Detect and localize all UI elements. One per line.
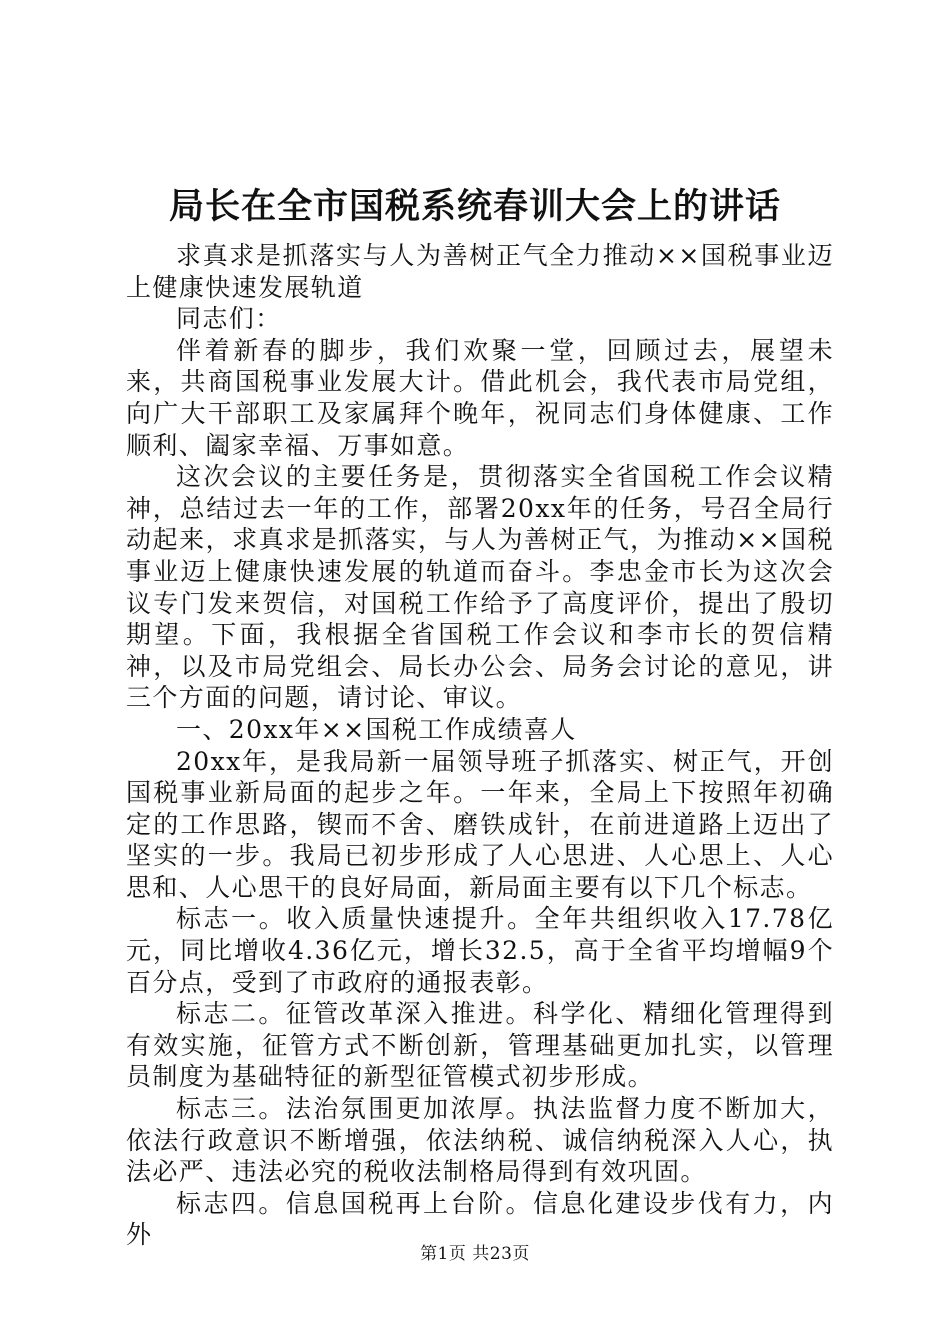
body-paragraph: 20xx年，是我局新一届领导班子抓落实、树正气，开创国税事业新局面的起步之年。一年来，全局上下按照年初确定的工作思路，锲而不舍、磨铁成针，在前进道路上迈出了坚实的一步。我局已初步形成了人心思进、人心思上、人心思和、人心思干的良好局面，新局面主要有以下几个标志。 <box>126 746 834 902</box>
body-paragraph: 标志四。信息国税再上台阶。信息化建设步伐有力，内外 <box>126 1188 834 1250</box>
salutation-paragraph: 同志们： <box>176 304 282 334</box>
page-footer: 第1页 共23页 <box>420 1244 530 1264</box>
section-heading: 一、20xx年××国税工作成绩喜人 <box>176 714 577 744</box>
body-paragraph: 标志三。法治氛围更加浓厚。执法监督力度不断加大，依法行政意识不断增强，依法纳税、诚信纳税深入人心，执法必严、违法必究的税收法制格局得到有效巩固。 <box>126 1094 834 1187</box>
body-paragraph: 标志一。收入质量快速提升。全年共组织收入17.78亿元，同比增收4.36亿元，增长32.5，高于全省平均增幅9个百分点，受到了市政府的通报表彰。 <box>126 904 834 997</box>
document-body <box>126 240 834 1251</box>
body-paragraph: 标志二。征管改革深入推进。科学化、精细化管理得到有效实施，征管方式不断创新，管理基础更加扎实，以管理员制度为基础特征的新型征管模式初步形成。 <box>126 999 834 1092</box>
body-paragraph: 这次会议的主要任务是，贯彻落实全省国税工作会议精神，总结过去一年的工作，部署20xx年的任务，号召全局行动起来，求真求是抓落实，与人为善树正气，为推动××国税事业迈上健康快速发展的轨道而奋斗。李忠金市长为这次会议专门发来贺信，对国税工作给予了高度评价，提出了殷切期望。下面，我根据全省国税工作会议和李市长的贺信精神，以及市局党组会、局长办公会、局务会讨论的意见，讲三个方面的问题，请讨论、审议。 <box>126 462 834 713</box>
subtitle-paragraph: 求真求是抓落实与人为善树正气全力推动××国税事业迈上健康快速发展轨道 <box>126 241 834 302</box>
body-paragraph: 伴着新春的脚步，我们欢聚一堂，回顾过去，展望未来，共商国税事业发展大计。借此机会，我代表市局党组，向广大干部职工及家属拜个晚年，祝同志们身体健康、工作顺利、阖家幸福、万事如意。 <box>126 335 834 460</box>
document-title: 局长在全市国税系统春训大会上的讲话 <box>168 186 781 227</box>
